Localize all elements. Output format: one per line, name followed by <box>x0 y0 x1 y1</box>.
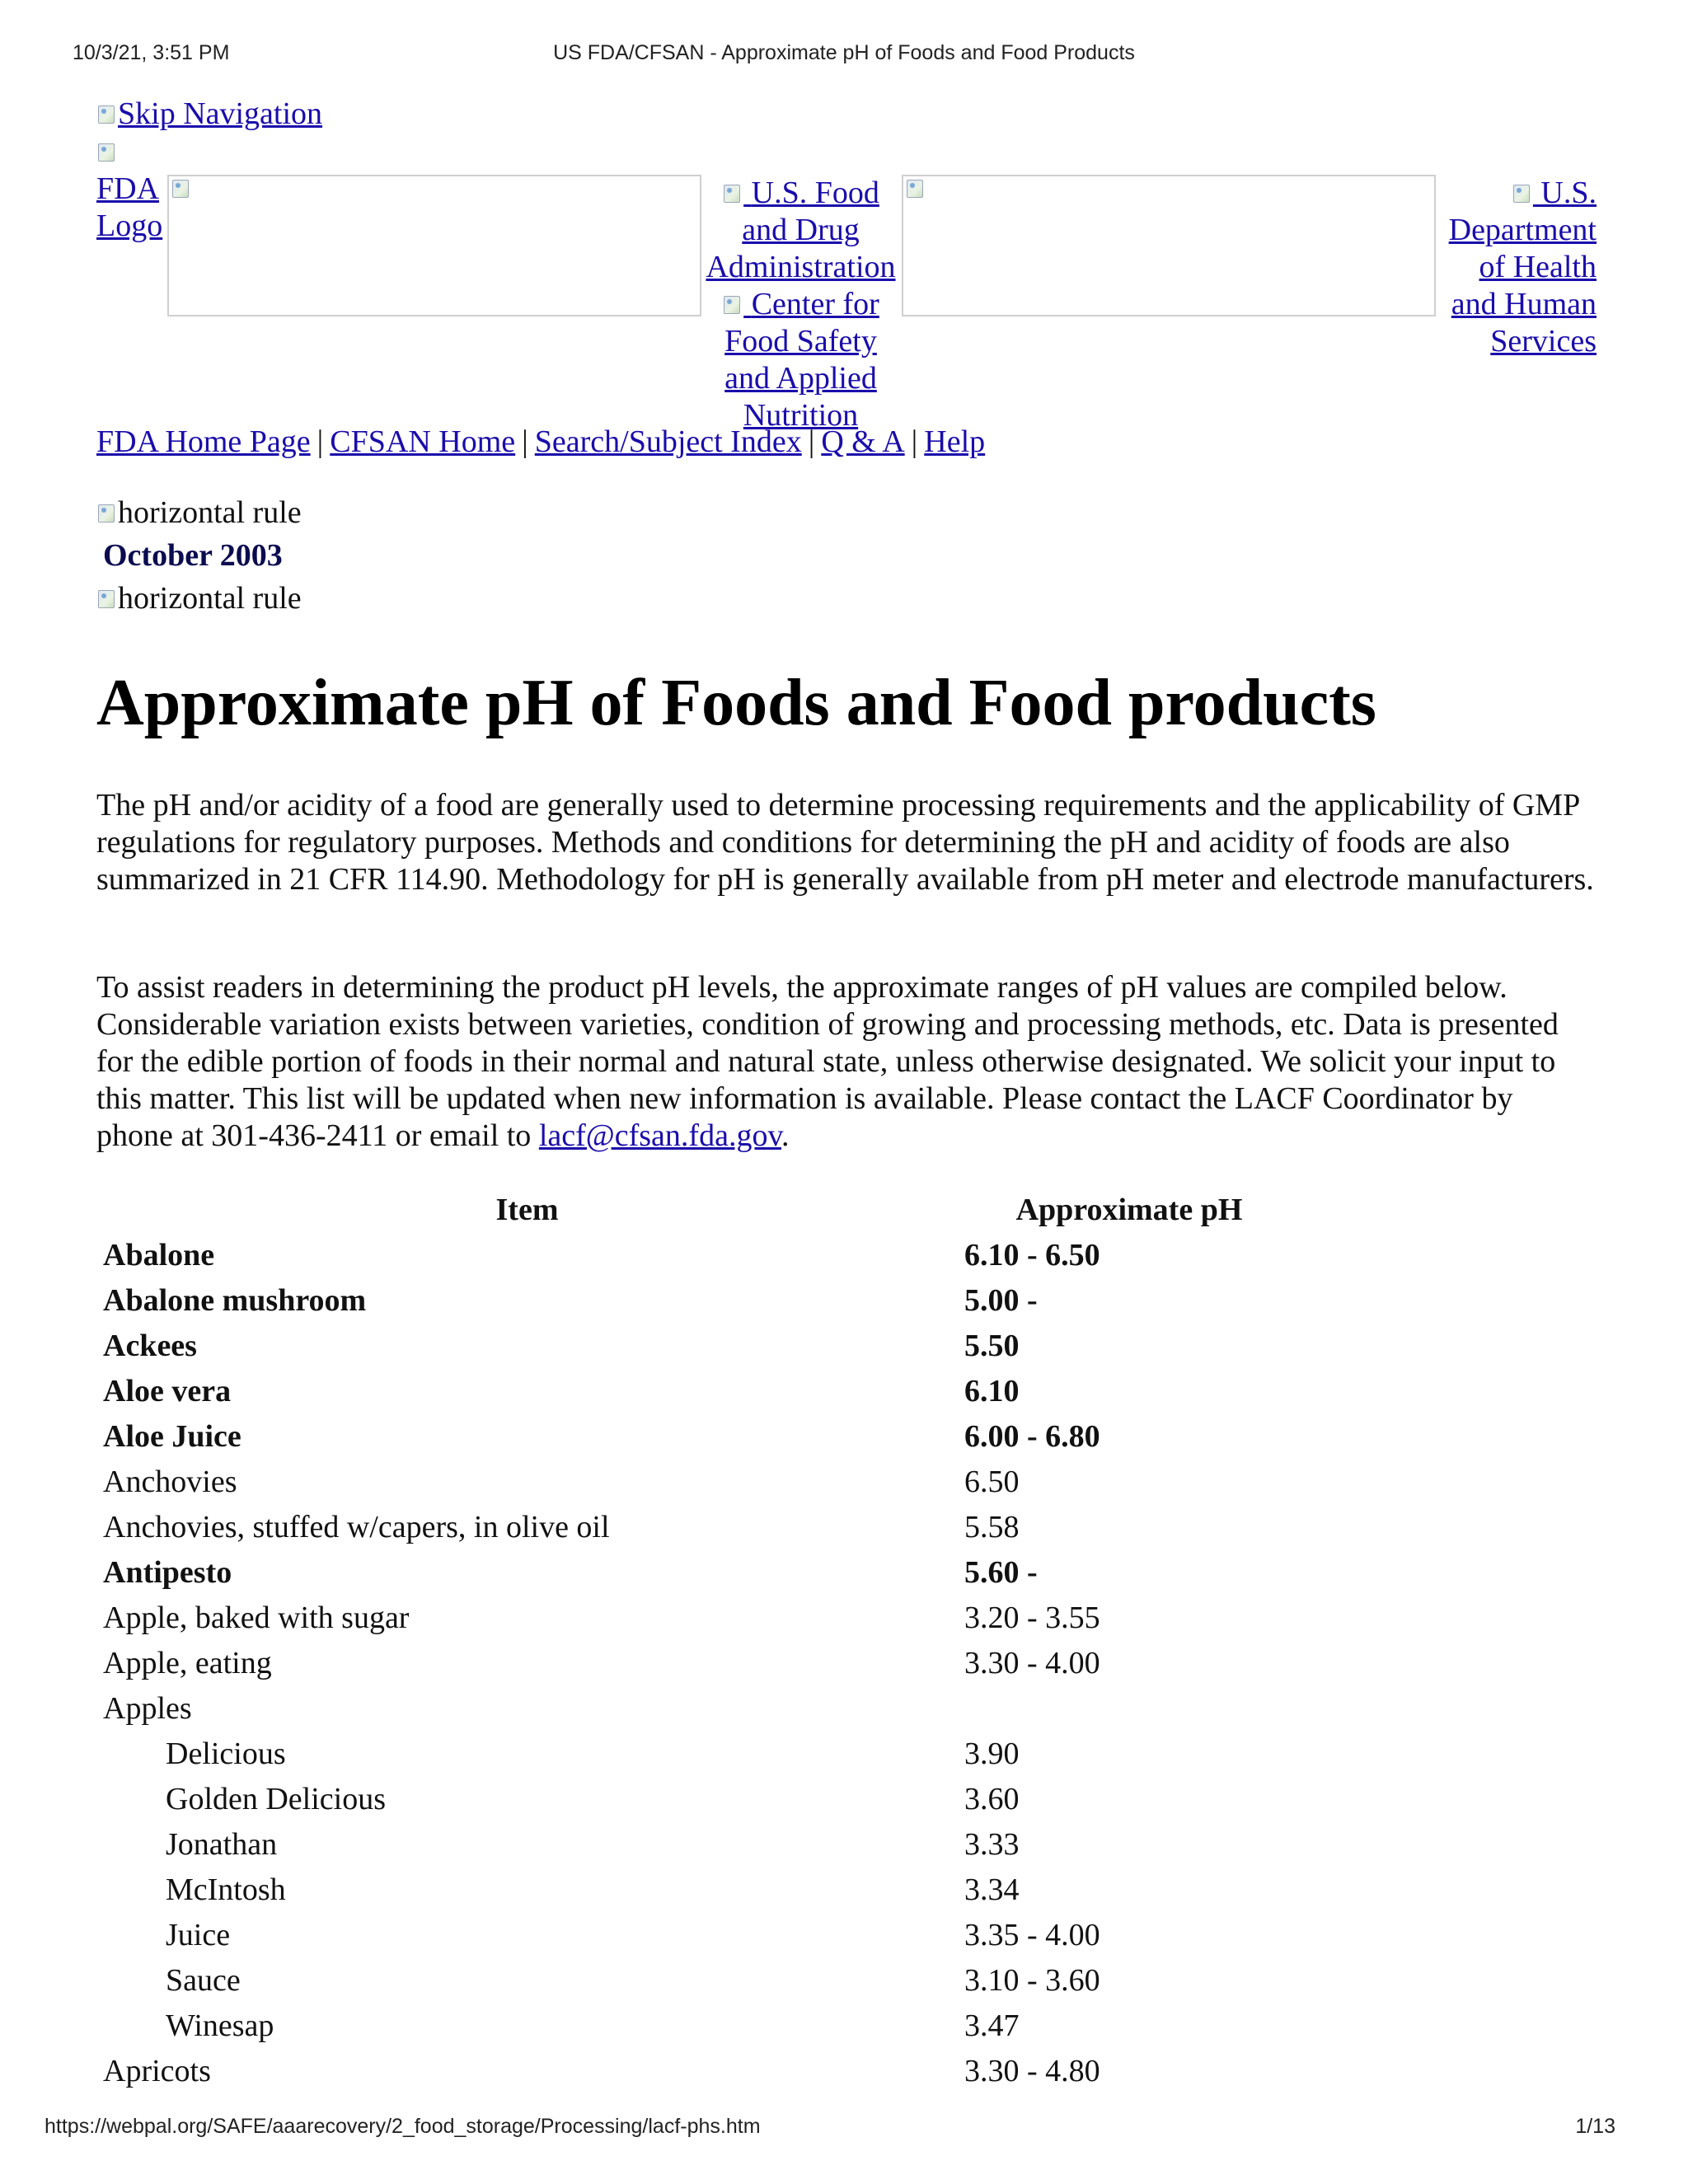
table-row <box>96 1913 1301 1958</box>
cfsan-link-line: Nutrition <box>743 398 859 433</box>
cfsan-link[interactable] <box>722 287 879 433</box>
table-row <box>96 1324 1301 1369</box>
table-row <box>96 1822 1301 1868</box>
cell-ph: 3.35 - 4.00 <box>964 1918 1100 1952</box>
cell-item: Anchovies <box>103 1465 237 1499</box>
table-row <box>96 1550 1301 1596</box>
nav-cfsan-home[interactable]: CFSAN Home <box>330 424 516 459</box>
cell-ph: 5.58 <box>964 1510 1020 1544</box>
site-header <box>96 134 1597 433</box>
cell-item: Apples <box>103 1691 192 1726</box>
cell-item: Jonathan <box>166 1827 278 1862</box>
horizontal-rule-alt: horizontal rule <box>118 581 302 616</box>
horizontal-rule-image <box>96 580 302 617</box>
cell-item: Abalone mushroom <box>103 1283 367 1318</box>
table-row <box>96 1233 1301 1278</box>
print-page-number: 1/13 <box>1575 2115 1615 2138</box>
skip-navigation-label: Skip Navigation <box>118 96 323 131</box>
nav-search-index[interactable]: Search/Subject Index <box>534 424 802 459</box>
nav-separator: | <box>808 424 815 459</box>
table-row <box>96 1686 1301 1732</box>
hhs-link-line: and Human <box>1451 287 1597 321</box>
cell-ph: 3.30 - 4.80 <box>964 2054 1100 2088</box>
cell-item: Apricots <box>103 2054 211 2088</box>
table-row <box>96 1369 1301 1414</box>
table-row <box>96 1460 1301 1505</box>
fda-link-icon <box>722 183 742 204</box>
cell-item: Antipesto <box>103 1555 232 1590</box>
horizontal-rule-alt: horizontal rule <box>118 495 302 530</box>
banner-image-left <box>167 175 701 316</box>
cell-item: Ackees <box>103 1329 197 1363</box>
table-row <box>96 1596 1301 1641</box>
cell-ph: 6.00 - 6.80 <box>964 1419 1100 1454</box>
cell-item: Apple, baked with sugar <box>103 1601 410 1635</box>
intro-paragraph: The pH and/or acidity of a food are generally used to determine processing requirements and the applicability of GMP regulations for regulatory purposes. Methods and conditions for determining the pH and acidity of foods are also summarized in 21 CFR 114.90. Methodology for pH is generally available from pH meter and electrode manufacturers. <box>96 788 1594 897</box>
nav-qa[interactable]: Q & A <box>821 424 905 459</box>
print-url: https://webpal.org/SAFE/aaarecovery/2_food_storage/Processing/lacf-phs.htm <box>45 2115 761 2138</box>
fda-logo-alt-line: FDA <box>96 171 160 206</box>
column-header-ph: Approximate pH <box>1015 1193 1243 1227</box>
cell-item: Golden Delicious <box>166 1782 387 1816</box>
table-row <box>96 1641 1301 1686</box>
cell-item: Delicious <box>166 1736 286 1771</box>
print-page-title: US FDA/CFSAN - Approximate pH of Foods and Food Products <box>553 41 1135 64</box>
page-title: Approximate pH of Foods and Food products <box>96 667 1376 739</box>
cell-item: Abalone <box>103 1238 215 1272</box>
table-header-row <box>96 1188 1301 1233</box>
hhs-link-line: U.S. <box>1540 176 1597 210</box>
horizontal-rule-image <box>96 494 302 532</box>
table-row <box>96 1278 1301 1324</box>
cell-ph: 3.60 <box>964 1782 1020 1816</box>
cell-item: Juice <box>166 1918 231 1952</box>
nav-separator: | <box>911 424 918 459</box>
broken-image-icon <box>96 503 116 524</box>
table-row <box>96 1505 1301 1550</box>
cell-ph: 3.90 <box>964 1736 1020 1771</box>
cfsan-link-line: and Applied <box>724 361 877 396</box>
main-nav <box>96 424 985 461</box>
hhs-link[interactable] <box>1436 175 1597 360</box>
fda-logo-icon <box>96 142 116 163</box>
cell-ph <box>958 1686 1301 1732</box>
hhs-link-line: of Health <box>1479 250 1597 284</box>
cell-ph: 6.50 <box>964 1465 1020 1499</box>
cell-ph: 3.30 - 4.00 <box>964 1646 1100 1680</box>
fda-logo-link[interactable] <box>96 134 167 245</box>
table-row <box>96 1777 1301 1822</box>
cell-ph: 6.10 - 6.50 <box>964 1238 1100 1272</box>
fda-logo-alt-line: Logo <box>96 209 163 243</box>
cell-ph: 5.50 <box>964 1329 1020 1363</box>
cell-item: McIntosh <box>166 1872 286 1907</box>
table-row <box>96 2004 1301 2049</box>
nav-help[interactable]: Help <box>924 424 986 459</box>
cell-item: Aloe Juice <box>103 1419 241 1454</box>
column-header-item: Item <box>495 1193 559 1227</box>
broken-image-icon <box>96 104 116 125</box>
cell-item: Anchovies, stuffed w/capers, in olive oil <box>103 1510 610 1544</box>
skip-navigation-link[interactable] <box>96 96 322 133</box>
print-date: 10/3/21, 3:51 PM <box>73 41 230 64</box>
cfsan-link-icon <box>722 294 742 316</box>
contact-paragraph <box>96 969 1597 1155</box>
nav-fda-home[interactable]: FDA Home Page <box>96 424 311 459</box>
hhs-link-line: Services <box>1490 324 1597 359</box>
table-row <box>96 1958 1301 2004</box>
contact-text-end: . <box>781 1118 790 1153</box>
hhs-link-line: Department <box>1448 213 1597 247</box>
cfsan-link-line: Food Safety <box>724 324 877 359</box>
cell-ph: 3.10 - 3.60 <box>964 1963 1100 1998</box>
cell-ph: 3.33 <box>964 1827 1020 1862</box>
cell-ph: 3.34 <box>964 1872 1020 1907</box>
cell-ph: 3.47 <box>964 2008 1020 2043</box>
cell-ph: 5.60 - <box>964 1555 1038 1590</box>
nav-separator: | <box>316 424 324 459</box>
fda-link-line: Administration <box>706 250 896 284</box>
cell-item: Sauce <box>166 1963 241 1998</box>
nav-separator: | <box>522 424 528 459</box>
fda-link[interactable] <box>706 176 895 284</box>
cell-ph: 6.10 <box>964 1374 1020 1408</box>
cell-item: Winesap <box>166 2008 274 2043</box>
broken-image-icon <box>905 178 925 199</box>
broken-image-icon <box>96 588 116 610</box>
table-row <box>96 2049 1301 2094</box>
hhs-link-icon <box>1512 183 1531 204</box>
cell-item: Apple, eating <box>103 1646 272 1680</box>
cell-ph: 3.20 - 3.55 <box>964 1601 1100 1635</box>
table-row <box>96 1414 1301 1460</box>
cfsan-link-line: Center for <box>751 287 879 321</box>
date-label: October 2003 <box>103 538 283 573</box>
fda-link-line: and Drug <box>742 213 860 247</box>
contact-text: To assist readers in determining the product pH levels, the approximate ranges of pH values are compiled below. Considerable variation exists between varieties, condition of growing and processing methods, etc. Data is presented for the edible portion of foods in their normal and natural state, unless otherwise designated. We solicit your input to this matter. This list will be updated when new information is available. Please contact the LACF Coordinator by phone at 301-436-2411 or email to <box>96 970 1559 1153</box>
banner-image-right <box>902 175 1436 316</box>
table-body <box>96 1233 1301 2094</box>
agency-links <box>700 175 902 434</box>
fda-link-line: U.S. Food <box>751 176 879 210</box>
email-link[interactable]: lacf@cfsan.fda.gov <box>538 1118 781 1153</box>
table-row <box>96 1732 1301 1777</box>
broken-image-icon <box>171 178 190 199</box>
table-row <box>96 1868 1301 1913</box>
ph-table <box>96 1188 1301 2094</box>
cell-ph: 5.00 - <box>964 1283 1038 1318</box>
cell-item: Aloe vera <box>103 1374 232 1408</box>
